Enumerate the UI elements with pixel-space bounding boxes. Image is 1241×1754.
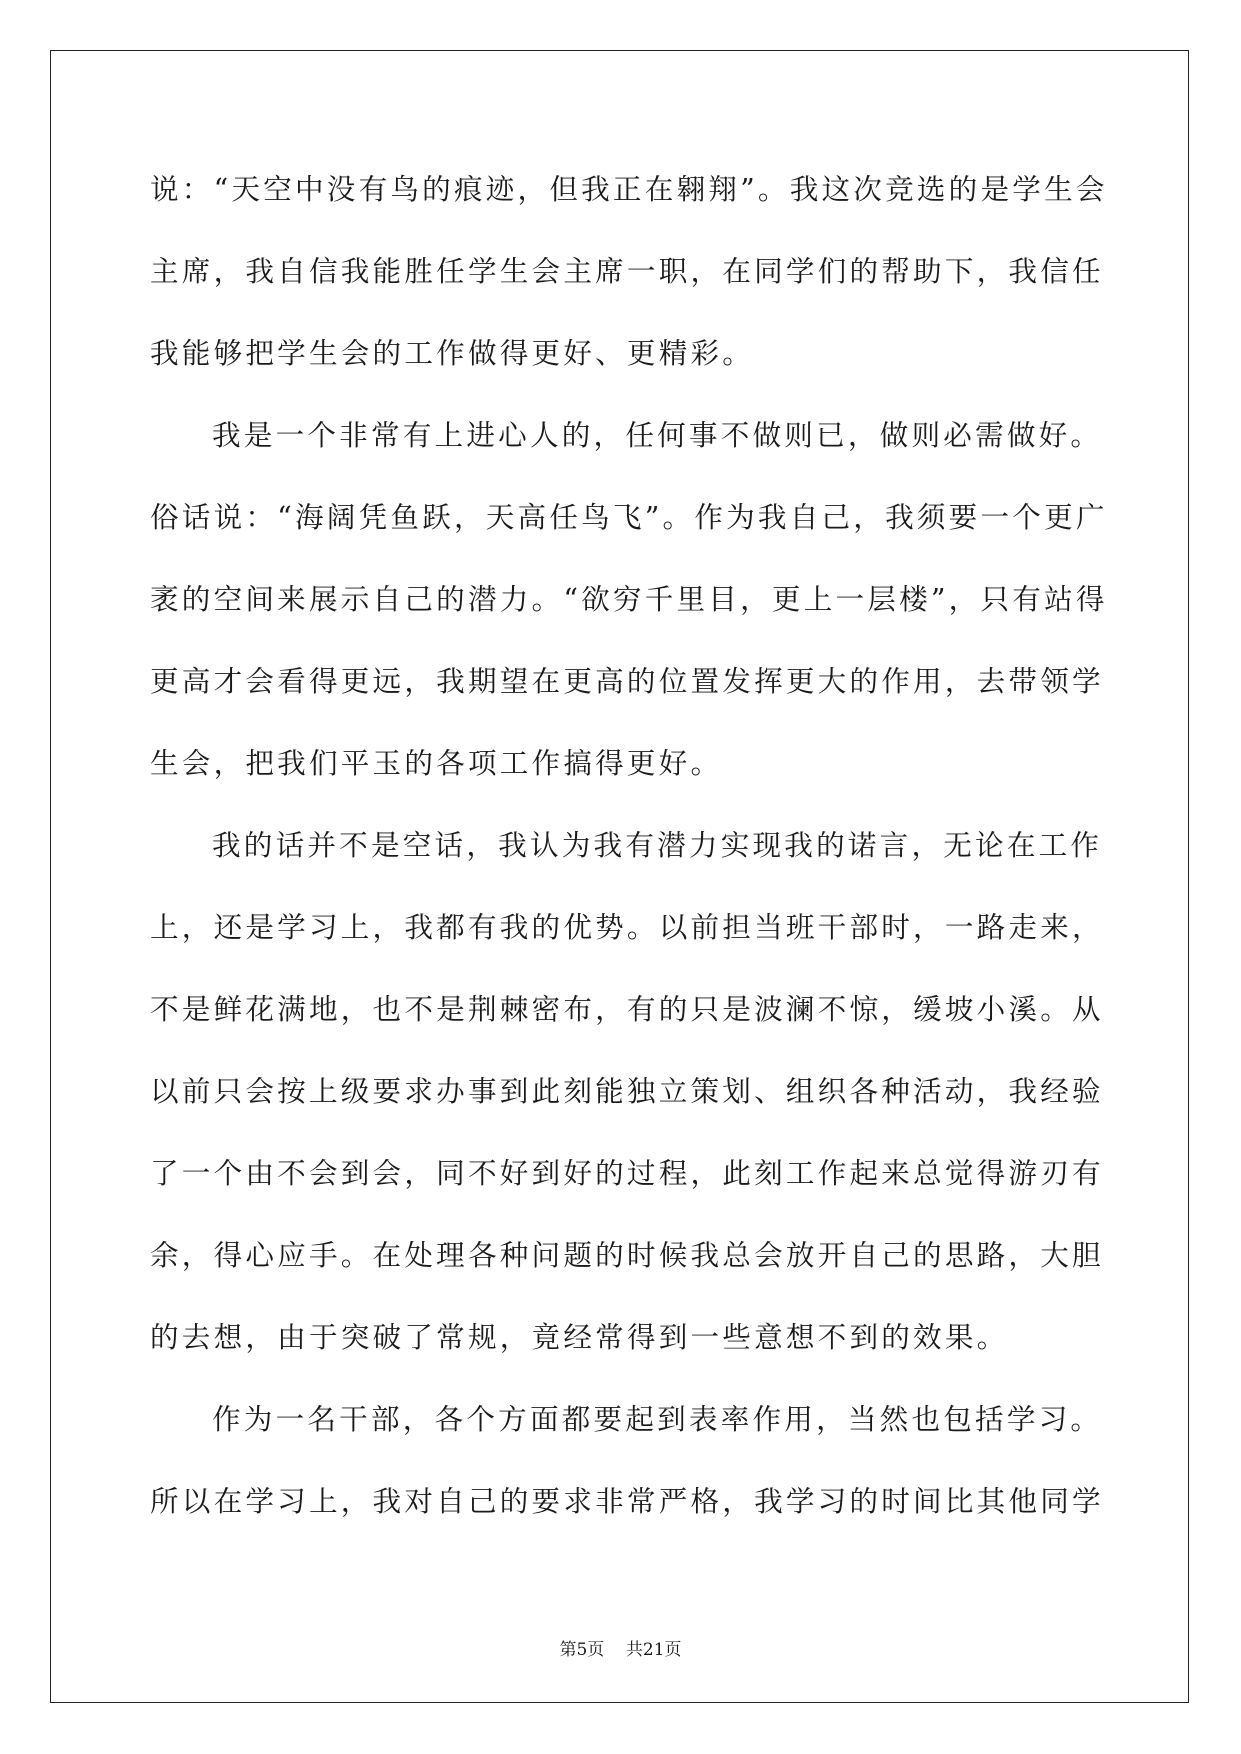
text-line: 更高才会看得更远，我期望在更高的位置发挥更大的作用，去带领学: [150, 664, 1104, 698]
total-page-count: 21: [642, 1640, 665, 1660]
text-line: 生会，把我们平玉的各项工作搞得更好。: [150, 746, 723, 780]
text-line: 我能够把学生会的工作做得更好、更精彩。: [150, 336, 755, 370]
text-line: 以前只会按上级要求办事到此刻能独立策划、组织各种活动，我经验: [150, 1074, 1104, 1108]
paragraph-start-line: 作为一名干部，各个方面都要起到表率作用，当然也包括学习。: [212, 1402, 1103, 1436]
text-line: 说：“天空中没有鸟的痕迹，但我正在翱翔”。我这次竞选的是学生会: [150, 172, 1108, 206]
text-line: 袤的空间来展示自己的潜力。“欲穷千里目，更上一层楼”，只有站得: [150, 582, 1108, 616]
text-line: 了一个由不会到会，同不好到好的过程，此刻工作起来总觉得游刃有: [150, 1156, 1104, 1190]
text-line: 上，还是学习上，我都有我的优势。以前担当班干部时，一路走来，: [150, 910, 1104, 944]
text-line: 所以在学习上，我对自己的要求非常严格，我学习的时间比其他同学: [150, 1484, 1104, 1518]
document-body: [150, 148, 1108, 1542]
current-page-number: 5: [576, 1640, 588, 1660]
page-prefix: 第: [559, 1640, 577, 1660]
text-line: 余，得心应手。在处理各种问题的时候我总会放开自己的思路，大胆: [150, 1238, 1104, 1272]
paragraph-start-line: 我是一个非常有上进心人的，任何事不做则已，做则必需做好。: [212, 418, 1103, 452]
text-line: 不是鲜花满地，也不是荆棘密布，有的只是波澜不惊，缓坡小溪。从: [150, 992, 1104, 1026]
page-footer: [0, 1635, 1241, 1660]
text-line: 主席，我自信我能胜任学生会主席一职，在同学们的帮助下，我信任: [150, 254, 1104, 288]
page-label: 页: [587, 1640, 605, 1660]
total-suffix: 页: [664, 1640, 682, 1660]
text-line: 俗话说：“海阔凭鱼跃，天高任鸟飞”。作为我自己，我须要一个更广: [150, 500, 1108, 534]
text-line: 的去想，由于突破了常规，竟经常得到一些意想不到的效果。: [150, 1320, 1009, 1354]
paragraph-start-line: 我的话并不是空话，我认为我有潜力实现我的诺言，无论在工作: [212, 828, 1103, 862]
total-prefix: 共: [625, 1640, 643, 1660]
